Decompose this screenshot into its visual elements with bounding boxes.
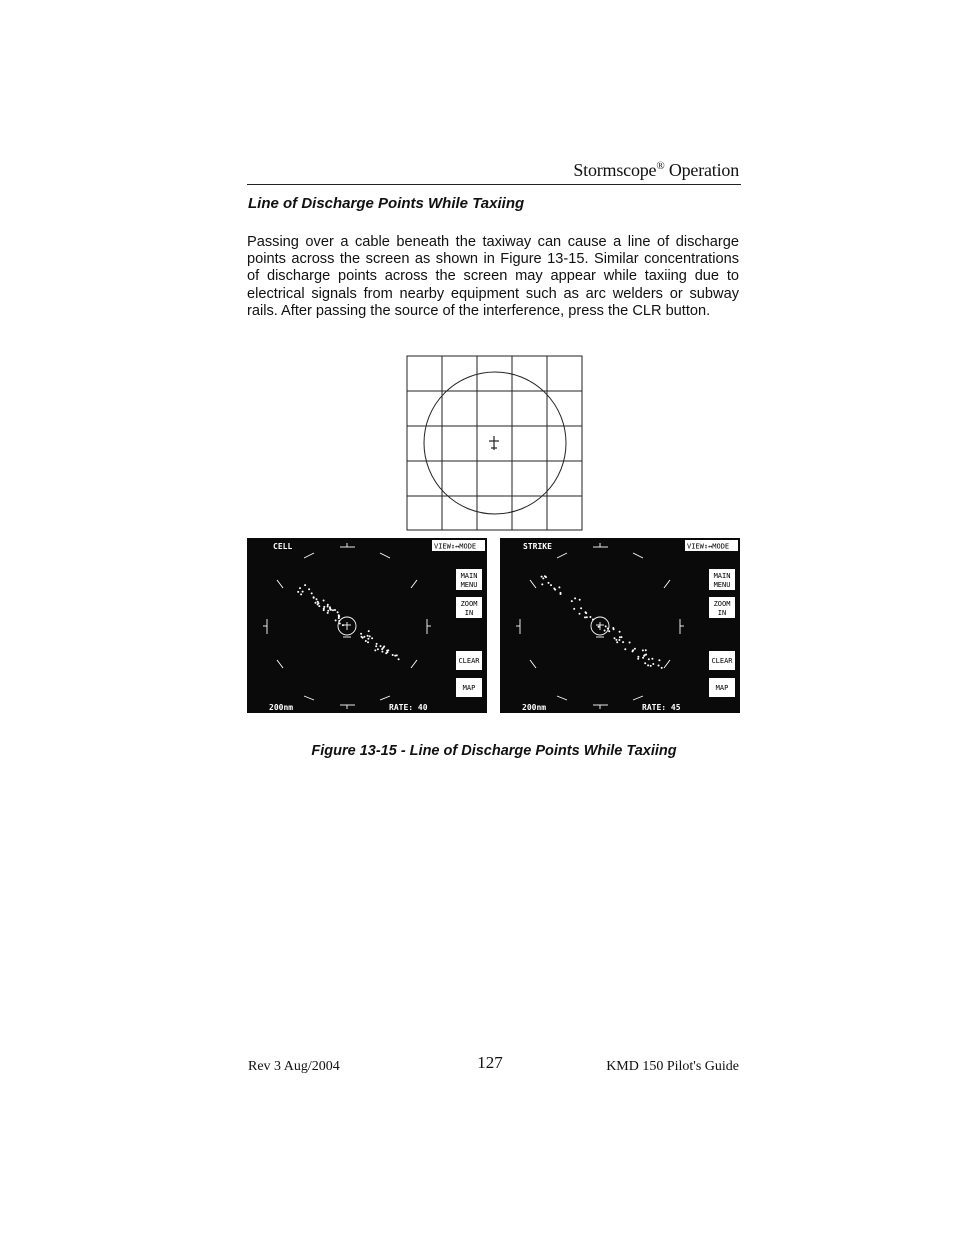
discharge-point bbox=[548, 582, 550, 584]
discharge-point bbox=[323, 600, 325, 602]
discharge-point bbox=[338, 620, 340, 622]
discharge-point bbox=[371, 637, 373, 639]
discharge-point bbox=[598, 626, 600, 628]
discharge-point bbox=[542, 577, 544, 579]
svg-text:ZOOM: ZOOM bbox=[713, 600, 731, 608]
page-number: 127 bbox=[477, 1053, 503, 1072]
discharge-point bbox=[553, 588, 555, 590]
aircraft-marker bbox=[338, 617, 356, 637]
discharge-point bbox=[318, 605, 320, 607]
discharge-point bbox=[316, 598, 318, 600]
discharge-point bbox=[589, 616, 591, 618]
discharge-point bbox=[376, 643, 378, 645]
discharge-point bbox=[637, 658, 639, 660]
discharge-point bbox=[317, 603, 319, 605]
discharge-point bbox=[308, 588, 310, 590]
discharge-point bbox=[327, 610, 329, 612]
discharge-point bbox=[367, 638, 369, 640]
discharge-point bbox=[332, 609, 334, 611]
discharge-point bbox=[327, 604, 329, 606]
discharge-point bbox=[619, 631, 621, 633]
discharge-point bbox=[329, 608, 331, 610]
discharge-point bbox=[544, 575, 546, 577]
range-label: 200nm bbox=[522, 703, 547, 712]
svg-text:CLEAR: CLEAR bbox=[711, 657, 733, 665]
registered-mark: ® bbox=[656, 160, 665, 172]
discharge-point bbox=[367, 641, 369, 643]
discharge-point bbox=[380, 645, 382, 647]
discharge-point bbox=[313, 596, 315, 598]
discharge-point bbox=[323, 606, 325, 608]
discharge-point bbox=[342, 624, 344, 626]
discharge-point bbox=[608, 630, 610, 632]
svg-text:MAP: MAP bbox=[462, 684, 476, 692]
footer-guide-title: KMD 150 Pilot's Guide bbox=[606, 1059, 739, 1074]
discharge-point bbox=[637, 656, 639, 658]
discharge-point bbox=[650, 665, 652, 667]
cell-mode-screen bbox=[247, 538, 487, 713]
footer-revision: Rev 3 Aug/2004 bbox=[248, 1059, 340, 1074]
discharge-point bbox=[337, 611, 339, 613]
mode-label: STRIKE bbox=[523, 542, 552, 551]
discharge-point bbox=[360, 633, 362, 635]
discharge-point bbox=[584, 616, 586, 618]
svg-text:IN: IN bbox=[464, 609, 474, 617]
discharge-point bbox=[616, 641, 618, 643]
discharge-point bbox=[619, 636, 621, 638]
discharge-point bbox=[644, 662, 646, 664]
discharge-point bbox=[580, 607, 582, 609]
discharge-point bbox=[645, 649, 647, 651]
rate-label: RATE: 45 bbox=[642, 703, 681, 712]
section-heading: Line of Discharge Points While Taxiing bbox=[248, 195, 525, 212]
discharge-point bbox=[645, 654, 647, 656]
clear-button[interactable] bbox=[456, 651, 482, 670]
svg-text:MAIN: MAIN bbox=[713, 572, 731, 580]
discharge-point bbox=[362, 637, 364, 639]
menu-button[interactable] bbox=[456, 569, 482, 590]
discharge-point bbox=[622, 641, 624, 643]
discharge-point bbox=[398, 658, 400, 660]
discharge-point bbox=[365, 640, 367, 642]
discharge-point bbox=[604, 630, 606, 632]
svg-text:MAIN: MAIN bbox=[460, 572, 478, 580]
discharge-point bbox=[383, 646, 385, 648]
svg-text:MAP: MAP bbox=[715, 684, 729, 692]
discharge-point bbox=[607, 628, 609, 630]
svg-text:MENU: MENU bbox=[460, 581, 478, 589]
discharge-point bbox=[363, 636, 365, 638]
discharge-point bbox=[573, 608, 575, 610]
zoom-in-button[interactable] bbox=[709, 597, 735, 618]
discharge-points bbox=[297, 584, 399, 660]
discharge-point bbox=[642, 649, 644, 651]
discharge-point bbox=[338, 617, 340, 619]
discharge-point bbox=[374, 649, 376, 651]
discharge-point bbox=[377, 648, 379, 650]
discharge-point bbox=[323, 609, 325, 611]
svg-text:IN: IN bbox=[717, 609, 727, 617]
discharge-point bbox=[339, 623, 341, 625]
map-button[interactable] bbox=[709, 678, 735, 697]
svg-text:MENU: MENU bbox=[713, 581, 731, 589]
svg-text:ZOOM: ZOOM bbox=[460, 600, 478, 608]
header-rule bbox=[247, 184, 741, 185]
discharge-point bbox=[618, 639, 620, 641]
discharge-point bbox=[311, 592, 313, 594]
discharge-point bbox=[579, 613, 581, 615]
discharge-point bbox=[592, 619, 594, 621]
discharge-point bbox=[541, 576, 543, 578]
discharge-point bbox=[541, 583, 543, 585]
discharge-point bbox=[586, 616, 588, 618]
svg-text:VIEW⇕↔MODE: VIEW⇕↔MODE bbox=[687, 542, 730, 551]
svg-text:VIEW⇕↔MODE: VIEW⇕↔MODE bbox=[434, 542, 477, 551]
mode-label: CELL bbox=[273, 542, 293, 551]
discharge-point bbox=[302, 591, 304, 593]
discharge-point bbox=[648, 658, 650, 660]
grid-diagram bbox=[405, 355, 585, 533]
discharge-point bbox=[392, 654, 394, 656]
header-title-suffix: Operation bbox=[664, 160, 739, 180]
discharge-point bbox=[647, 664, 649, 666]
discharge-point bbox=[613, 628, 615, 630]
discharge-point bbox=[367, 635, 369, 637]
discharge-point bbox=[629, 642, 631, 644]
range-circle bbox=[424, 372, 566, 514]
discharge-point bbox=[558, 586, 560, 588]
discharge-point bbox=[574, 597, 576, 599]
discharge-point bbox=[614, 637, 616, 639]
svg-text:CLEAR: CLEAR bbox=[458, 657, 480, 665]
discharge-point bbox=[387, 649, 389, 651]
discharge-points bbox=[541, 575, 663, 669]
discharge-point bbox=[334, 609, 336, 611]
discharge-point bbox=[585, 611, 587, 613]
discharge-point bbox=[386, 651, 388, 653]
discharge-point bbox=[550, 584, 552, 586]
discharge-point bbox=[381, 651, 383, 653]
clear-button[interactable] bbox=[709, 651, 735, 670]
discharge-point bbox=[642, 657, 644, 659]
discharge-point bbox=[375, 645, 377, 647]
discharge-point bbox=[632, 650, 634, 652]
strike-mode-screen bbox=[500, 538, 740, 713]
discharge-point bbox=[381, 648, 383, 650]
discharge-point bbox=[571, 600, 573, 602]
discharge-point bbox=[315, 602, 317, 604]
discharge-point bbox=[304, 584, 306, 586]
discharge-point bbox=[658, 659, 660, 661]
discharge-point bbox=[560, 592, 562, 594]
discharge-point bbox=[651, 658, 653, 660]
discharge-point bbox=[394, 655, 396, 657]
discharge-point bbox=[299, 587, 301, 589]
discharge-point bbox=[634, 648, 636, 650]
view-mode-button[interactable] bbox=[685, 540, 738, 551]
menu-button[interactable] bbox=[709, 569, 735, 590]
figure-caption: Figure 13-15 - Line of Discharge Points While Taxiing bbox=[311, 743, 677, 759]
discharge-point bbox=[369, 635, 371, 637]
discharge-point bbox=[579, 599, 581, 601]
discharge-point bbox=[327, 606, 329, 608]
rate-label: RATE: 40 bbox=[389, 703, 428, 712]
header-title-text: Stormscope bbox=[573, 160, 657, 180]
discharge-point bbox=[368, 630, 370, 632]
zoom-in-button[interactable] bbox=[456, 597, 482, 618]
running-header bbox=[560, 160, 739, 181]
discharge-point bbox=[624, 648, 626, 650]
discharge-point bbox=[300, 593, 302, 595]
discharge-point bbox=[661, 667, 663, 669]
range-label: 200nm bbox=[269, 703, 294, 712]
view-mode-button[interactable] bbox=[432, 540, 485, 551]
discharge-point bbox=[605, 625, 607, 627]
airplane-icon bbox=[489, 436, 499, 450]
map-button[interactable] bbox=[456, 678, 482, 697]
discharge-point bbox=[327, 612, 329, 614]
discharge-point bbox=[658, 665, 660, 667]
discharge-point bbox=[335, 619, 337, 621]
discharge-point bbox=[652, 663, 654, 665]
discharge-point bbox=[615, 639, 617, 641]
body-paragraph: Passing over a cable beneath the taxiway can cause a line of discharge points across the screen as shown in Figure 13-15. Similar concentrations of discharge points across the screen may appear while taxiing due to electrical signals from nearby equipment such as arc welders or subway rails. After passing the source of the interference, press the CLR button. bbox=[247, 234, 739, 319]
discharge-point bbox=[297, 591, 299, 593]
discharge-point bbox=[317, 601, 319, 603]
